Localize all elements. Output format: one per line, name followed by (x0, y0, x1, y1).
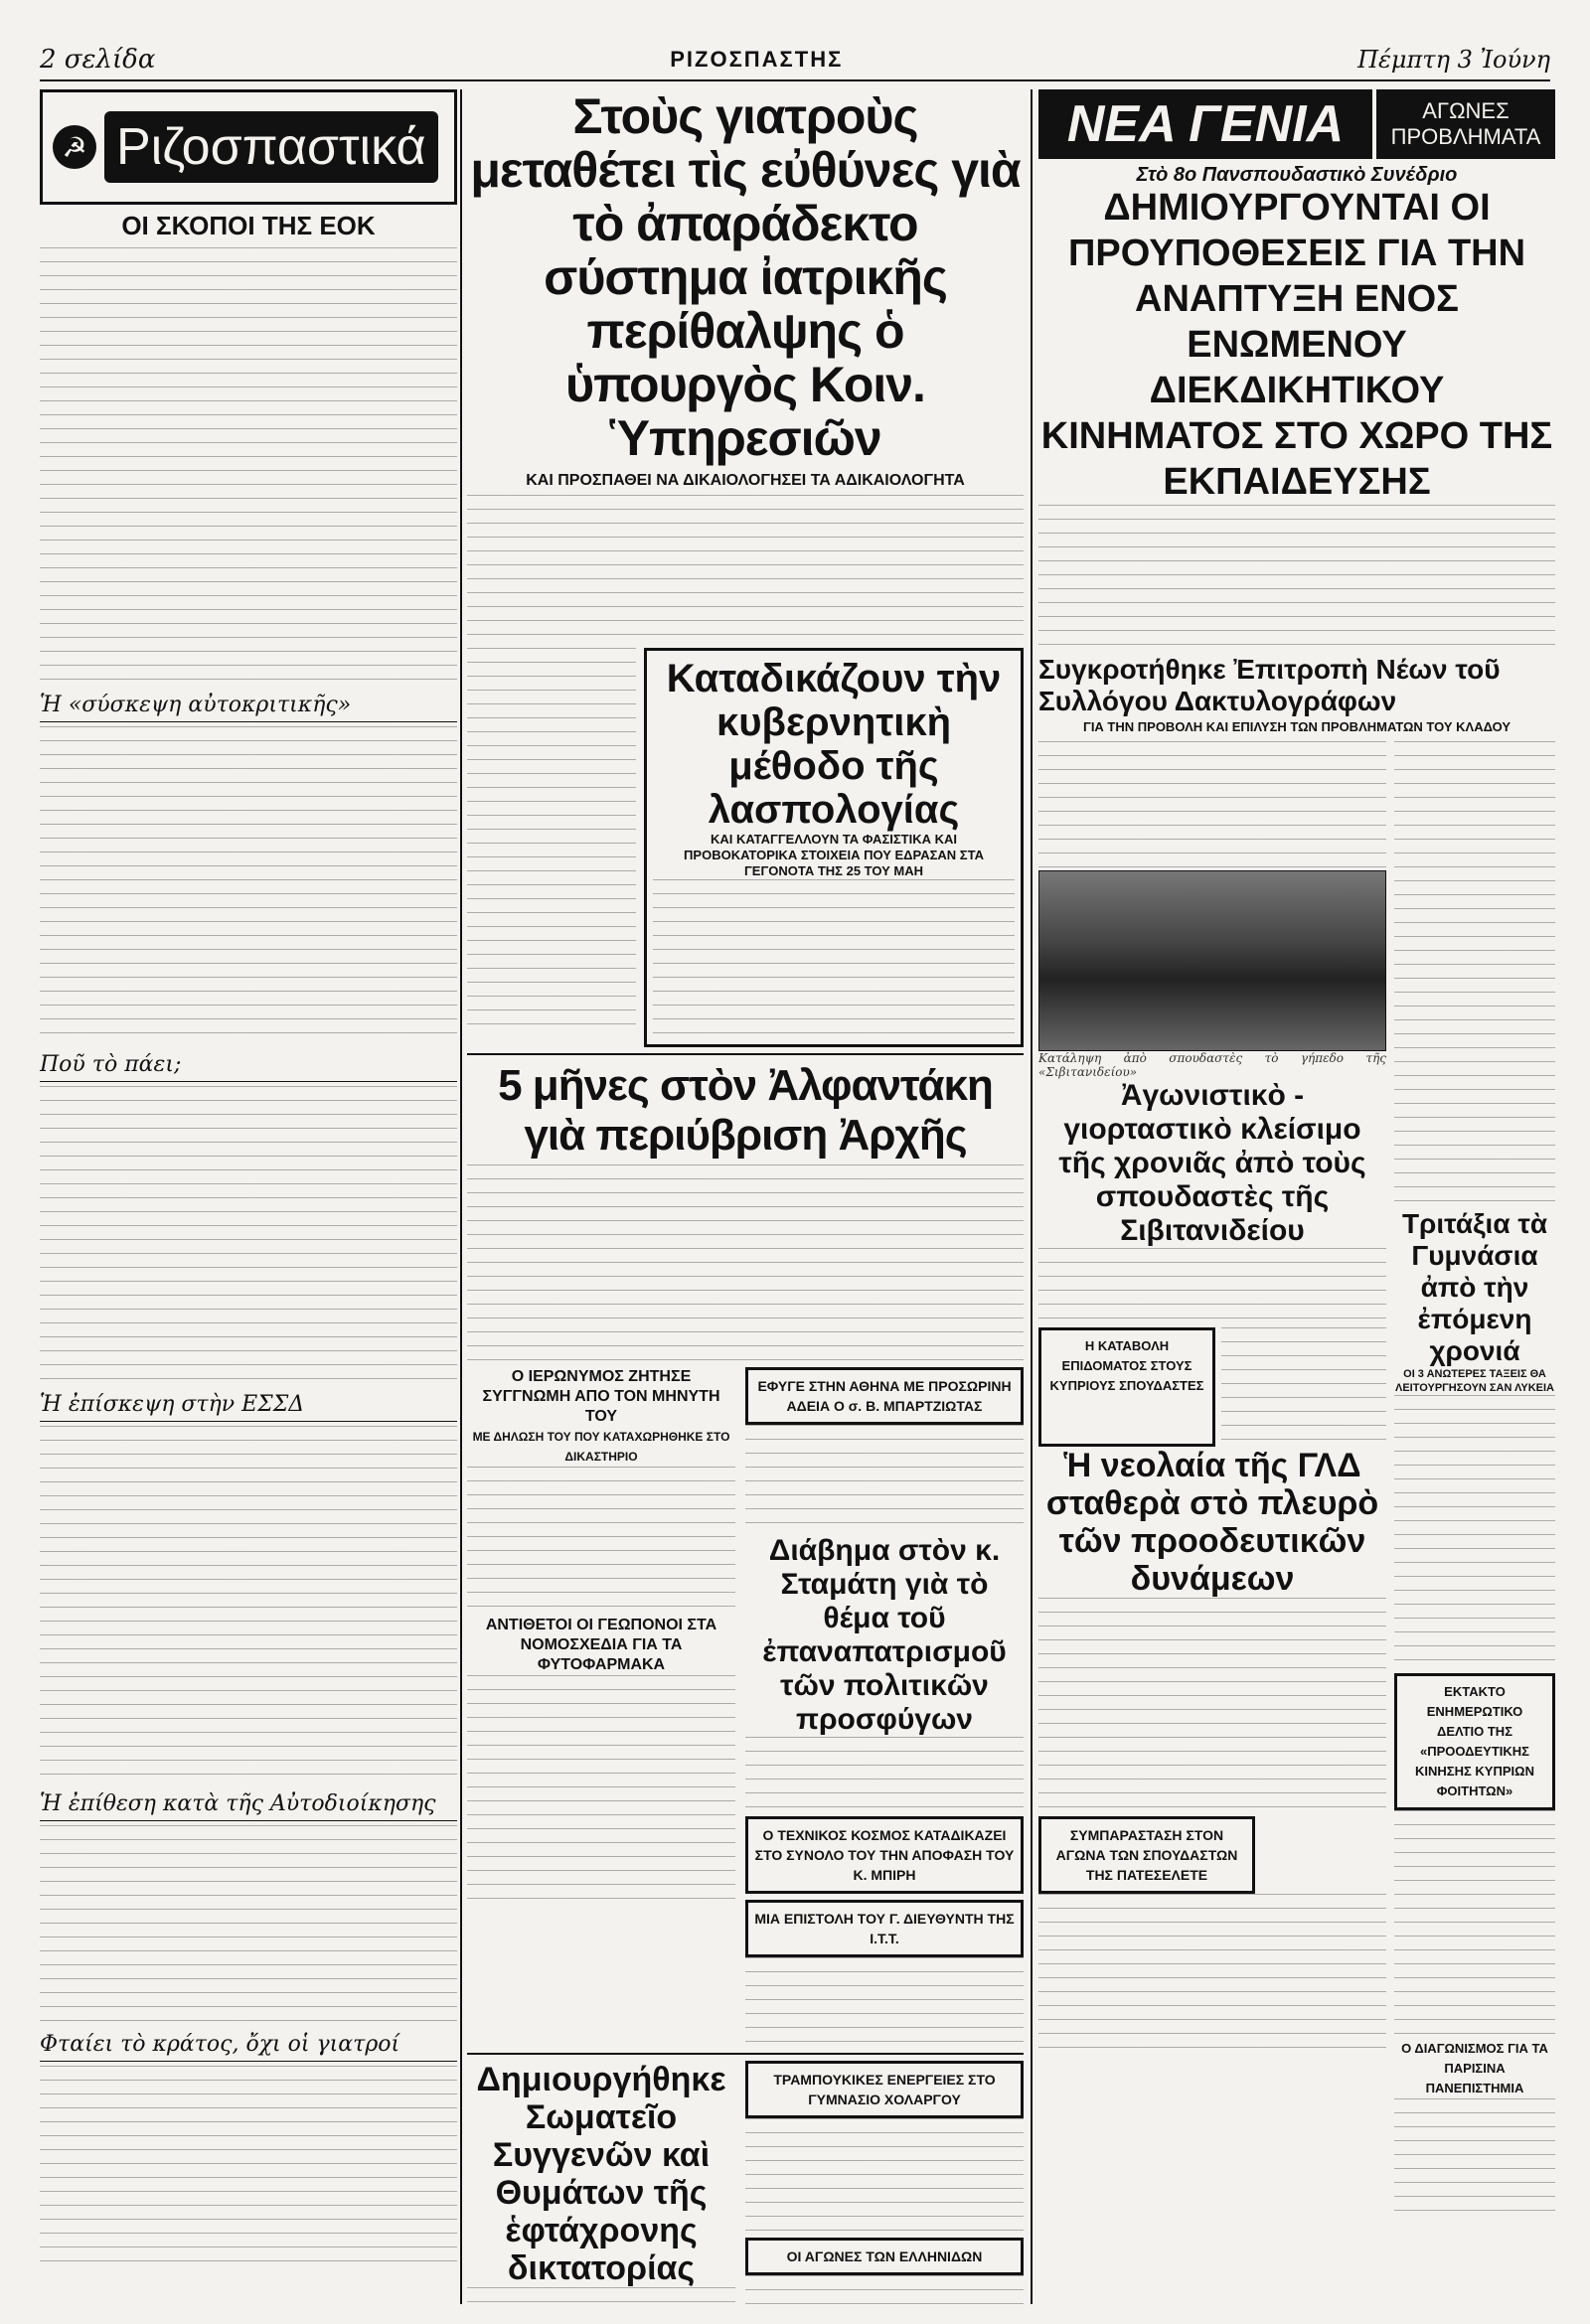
article-headline: Καταδικάζουν τὴν κυβερνητικὴ μέθοδο τῆς λασπολογίας (666, 657, 1002, 832)
column-divider (1031, 89, 1033, 2304)
article-headline: Ἡ νεολαία τῆς ΓΛΔ σταθερὰ στὸ πλευρὸ τῶν προοδευτικῶν δυνάμεων (1045, 1447, 1379, 1598)
article-headline: ΟΙ ΑΓΩΝΕΣ ΤΩΝ ΕΛΛΗΝΙΔΩΝ (745, 2238, 1024, 2275)
subhead: Ποῦ τὸ πάει; (40, 1048, 457, 1082)
page-header (40, 40, 1550, 81)
boxed-article: Καταδικάζουν τὴν κυβερνητικὴ μέθοδο τῆς λασπολογίας ΚΑΙ ΚΑΤΑΓΓΕΛΛΟΥΝ ΤΑ ΦΑΣΙΣΤΙΚΑ ΚΑΙ ΠΡΟΒΟΚΑΤΟΡΙΚΑ ΣΤΟΙΧΕΙΑ ΠΟΥ ΕΔΡΑΣΑΝ ΣΤΑ ΓΕΓΟΝΟΤΑ ΤΗΣ 25 ΤΟΥ ΜΑΗ (644, 648, 1024, 1047)
article-headline: ΕΦΥΓΕ ΣΤΗΝ ΑΘΗΝΑ ΜΕ ΠΡΟΣΩΡΙΝΗ ΑΔΕΙΑ Ο σ. Β. ΜΠΑΡΤΖΙΩΤΑΣ (745, 1367, 1024, 1425)
article-headline: Η ΚΑΤΑΒΟΛΗ ΕΠΙΔΟΜΑΤΟΣ ΣΤΟΥΣ ΚΥΠΡΙΟΥΣ ΣΠΟΥΔΑΣΤΕΣ (1038, 1327, 1215, 1447)
article-headline: Συγκροτήθηκε Ἐπιτροπὴ Νέων τοῦ Συλλόγου Δακτυλογράφων (1038, 654, 1501, 716)
photo-sivitanideios (1038, 870, 1386, 1051)
article-headline: Ο ΔΙΑΓΩΝΙΣΜΟΣ ΓΙΑ ΤΑ ΠΑΡΙΣΙΝΑ ΠΑΝΕΠΙΣΤΗΜΙΑ (1401, 2041, 1548, 2095)
subhead: Φταίει τὸ κράτος, ὄχι οἱ γιατροί (40, 2028, 457, 2062)
main-headline: ΔΗΜΙΟΥΡΓΟΥΝΤΑΙ ΟΙ ΠΡΟΥΠΟΘΕΣΕΙΣ ΓΙΑ ΤΗΝ ΑΝΑΠΤΥΞΗ ΕΝΟΣ ΕΝΩΜΕΝΟΥ ΔΙΕΚΔΙΚΗΤΙΚΟΥ ΚΙΝΗΜΑΤΟΣ ΣΤΟ ΧΩΡΟ ΤΗΣ ΕΚΠΑΙΔΕΥΣΗΣ (1040, 187, 1553, 503)
masthead: ΡΙΖΟΣΠΑΣΤΗΣ (670, 47, 844, 72)
article-headline: ΜΙΑ ΕΠΙΣΤΟΛΗ ΤΟΥ Γ. ΔΙΕΥΘΥΝΤΗ ΤΗΣ Ι.Τ.Τ. (745, 1900, 1024, 1957)
article-headline: Ο ΤΕΧΝΙΚΟΣ ΚΟΣΜΟΣ ΚΑΤΑΔΙΚΑΖΕΙ ΣΤΟ ΣΥΝΟΛΟ ΤΟΥ ΤΗΝ ΑΠΟΦΑΣΗ ΤΟΥ Κ. ΜΠΙΡΗ (745, 1816, 1024, 1894)
subhead: Ἡ «σύσκεψη αὐτοκριτικῆς» (40, 689, 457, 722)
article-headline: ΑΝΤΙΘΕΤΟΙ ΟΙ ΓΕΩΠΟΝΟΙ ΣΤΑ ΝΟΜΟΣΧΕΔΙΑ ΓΙΑ ΤΑ ΦΥΤΟΦΑΡΜΑΚΑ (485, 1617, 717, 1673)
article-title: ΟΙ ΣΚΟΠΟΙ ΤΗΣ ΕΟΚ (121, 211, 376, 240)
issue-date: Πέμπτη 3 Ἰούνη (1357, 46, 1550, 74)
article-headline: ΕΚΤΑΚΤΟ ΕΝΗΜΕΡΩΤΙΚΟ ΔΕΛΤΙΟ ΤΗΣ «ΠΡΟΟΔΕΥΤΙΚΗΣ ΚΙΝΗΣΗΣ ΚΥΠΡΙΩΝ ΦΟΙΤΗΤΩΝ» (1394, 1673, 1555, 1810)
kicker: Στὸ 8ο Πανσπουδαστικὸ Συνέδριο (1136, 164, 1458, 186)
section-banner: ΝΕΑ ΓΕΝΙΑ ΑΓΩΝΕΣ ΠΡΟΒΛΗΜΑΤΑ (1038, 89, 1555, 159)
article-headline: ΣΥΜΠΑΡΑΣΤΑΣΗ ΣΤΟΝ ΑΓΩΝΑ ΤΩΝ ΣΠΟΥΔΑΣΤΩΝ ΤΗΣ ΠΑΤΕΣΕΛΕΤΕ (1038, 1816, 1255, 1894)
subhead: Ἡ ἐπίθεση κατὰ τῆς Αὐτοδιοίκησης (40, 1787, 457, 1821)
page-number: 2 σελίδα (40, 45, 156, 75)
main-headline: Στοὺς γιατροὺς μεταθέτει τὶς εὐθύνες γιὰ τὸ ἀπαράδεκτο σύστημα ἰατρικῆς περίθαλψης ὁ ὑπουργὸς Κοιν. Ὑπηρεσιῶν (470, 89, 1021, 466)
article-headline: Ο ΙΕΡΩΝΥΜΟΣ ΖΗΤΗΣΕ ΣΥΓΓΝΩΜΗ ΑΠΟ ΤΟΝ ΜΗΝΥΤΗ ΤΟΥ (482, 1368, 720, 1425)
hammer-sickle-icon: ☭ (53, 125, 96, 169)
article-headline: Τριτάξια τὰ Γυμνάσια ἀπὸ τὴν ἐπόμενη χρονιά (1401, 1208, 1548, 1366)
article-headline: Ἀγωνιστικὸ - γιορταστικὸ κλείσιμο τῆς χρονιᾶς ἀπὸ τοὺς σπουδαστὲς τῆς Σιβιτανιδείου (1058, 1079, 1366, 1247)
article-headline: Διάβημα στὸν κ. Σταμάτη γιὰ τὸ θέμα τοῦ ἐπαναπατρισμοῦ τῶν πολιτικῶν προσφύγων (762, 1534, 1007, 1736)
subhead: Ἡ ἐπίσκεψη στὴν ΕΣΣΔ (40, 1388, 457, 1422)
column-rizospastika (40, 89, 457, 2304)
section-logo: ☭ Ριζοσπαστικά (40, 89, 457, 205)
column-nea-genia: ΝΕΑ ΓΕΝΙΑ ΑΓΩΝΕΣ ΠΡΟΒΛΗΜΑΤΑ Στὸ 8ο Πανσπουδαστικὸ Συνέδριο ΔΗΜΙΟΥΡΓΟΥΝΤΑΙ ΟΙ ΠΡΟΥΠΟΘΕΣΕΙΣ ΓΙΑ ΤΗΝ ΑΝΑΠΤΥΞΗ ΕΝΟΣ ΕΝΩΜΕΝΟΥ ΔΙΕΚΔΙΚΗΤΙΚΟΥ ΚΙΝΗΜΑΤΟΣ ΣΤΟ ΧΩΡΟ ΤΗΣ ΕΚΠΑΙΔΕΥΣΗΣ Συγκροτήθηκε Ἐπιτροπὴ Νέων τοῦ Συλλόγου Δακτυλογράφων ΓΙΑ ΤΗΝ ΠΡΟΒΟΛΗ ΚΑΙ ΕΠΙΛΥΣΗ ΤΩΝ ΠΡΟΒΛΗΜΑΤΩΝ ΤΟΥ ΚΛΑΔΟΥ Κατάληψη ἀπὸ σπουδαστὲς τὸ γήπεδο τῆς «Σιβιτανιδείου» Ἀγωνιστικὸ - γιορταστικὸ κλείσιμο τῆς χρονιᾶς ἀπὸ τοὺς σπουδαστὲς τῆς Σιβιτανιδείου Η ΚΑΤΑΒΟΛΗ ΕΠΙΔΟΜΑΤΟΣ ΣΤΟΥΣ ΚΥΠΡΙΟΥΣ ΣΠΟΥΔΑΣΤΕΣ Ἡ νεολαία τῆς ΓΛΔ σταθερὰ στὸ πλευρὸ τῶν προοδευτικῶν δυνάμεων ΣΥΜΠΑΡΑΣΤΑΣΗ ΣΤΟΝ ΑΓΩΝΑ ΤΩΝ ΣΠΟΥΔΑΣΤΩΝ ΤΗΣ ΠΑΤΕΣΕΛΕΤΕ Τριτάξια τὰ Γυμνάσια ἀπὸ τὴν ἐπόμενη χρονιά ΟΙ 3 ΑΝΩΤΕΡΕΣ ΤΑΞΕΙΣ ΘΑ ΛΕΙΤΟΥΡΓΗΣΟΥΝ ΣΑΝ ΛΥΚΕΙΑ ΕΚΤΑΚΤΟ ΕΝΗΜΕΡΩΤΙΚΟ ΔΕΛΤΙΟ ΤΗΣ «ΠΡΟΟΔΕΥΤΙΚΗΣ ΚΙΝΗΣΗΣ ΚΥΠΡΙΩΝ ΦΟΙΤΗΤΩΝ» Ο ΔΙΑΓΩΝΙΣΜΟΣ ΓΙΑ ΤΑ ΠΑΡΙΣΙΝΑ ΠΑΝΕΠΙΣΤΗΜΙΑ (1038, 89, 1555, 2304)
photo-caption: Κατάληψη ἀπὸ σπουδαστὲς τὸ γήπεδο τῆς «Σιβιτανιδείου» (1038, 1051, 1386, 1079)
article-headline: 5 μῆνες στὸν Ἀλφαντάκη γιὰ περιύβριση Ἀρχῆς (498, 1061, 993, 1160)
main-subheadline: ΚΑΙ ΠΡΟΣΠΑΘΕΙ ΝΑ ΔΙΚΑΙΟΛΟΓΗΣΕΙ ΤΑ ΑΔΙΚΑΙΟΛΟΓΗΤΑ (526, 472, 965, 489)
column-divider (460, 89, 462, 2304)
article-headline: Δημιουργήθηκε Σωματεῖο Συγγενῶν καὶ Θυμάτων τῆς ἑφτάχρονης δικτατορίας (476, 2061, 726, 2287)
column-main: Στοὺς γιατροὺς μεταθέτει τὶς εὐθύνες γιὰ τὸ ἀπαράδεκτο σύστημα ἰατρικῆς περίθαλψης ὁ ὑπουργὸς Κοιν. Ὑπηρεσιῶν ΚΑΙ ΠΡΟΣΠΑΘΕΙ ΝΑ ΔΙΚΑΙΟΛΟΓΗΣΕΙ ΤΑ ΑΔΙΚΑΙΟΛΟΓΗΤΑ Καταδικάζουν τὴν κυβερνητικὴ μέθοδο τῆς λασπολογίας ΚΑΙ ΚΑΤΑΓΓΕΛΛΟΥΝ ΤΑ ΦΑΣΙΣΤΙΚΑ ΚΑΙ ΠΡΟΒΟΚΑΤΟΡΙΚΑ ΣΤΟΙΧΕΙΑ ΠΟΥ ΕΔΡΑΣΑΝ ΣΤΑ ΓΕΓΟΝΟΤΑ ΤΗΣ 25 ΤΟΥ ΜΑΗ 5 μῆνες στὸν Ἀλφαντάκη γιὰ περιύβριση Ἀρχῆς Ο ΙΕΡΩΝΥΜΟΣ ΖΗΤΗΣΕ ΣΥΓΓΝΩΜΗ ΑΠΟ ΤΟΝ ΜΗΝΥΤΗ ΤΟΥ ΜΕ ΔΗΛΩΣΗ ΤΟΥ ΠΟΥ ΚΑΤΑΧΩΡΗΘΗΚΕ ΣΤΟ ΔΙΚΑΣΤΗΡΙΟ ΑΝΤΙΘΕΤΟΙ ΟΙ ΓΕΩΠΟΝΟΙ ΣΤΑ ΝΟΜΟΣΧΕΔΙΑ ΓΙΑ ΤΑ ΦΥΤΟΦΑΡΜΑΚΑ ΕΦΥΓΕ ΣΤΗΝ ΑΘΗΝΑ ΜΕ ΠΡΟΣΩΡΙΝΗ ΑΔΕΙΑ Ο σ. Β. ΜΠΑΡΤΖΙΩΤΑΣ Διάβημα στὸν κ. Σταμάτη γιὰ τὸ θέμα τοῦ ἐπαναπατρισμοῦ τῶν πολιτικῶν προσφύγων Ο ΤΕΧΝΙΚΟΣ ΚΟΣΜΟΣ ΚΑΤΑΔΙΚΑΖΕΙ ΣΤΟ ΣΥΝΟΛΟ ΤΟΥ ΤΗΝ ΑΠΟΦΑΣΗ ΤΟΥ Κ. ΜΠΙΡΗ ΜΙΑ ΕΠΙΣΤΟΛΗ ΤΟΥ Γ. ΔΙΕΥΘΥΝΤΗ ΤΗΣ Ι.Τ.Τ. Δημιουργήθηκε Σωματεῖο Συγγενῶν καὶ Θυμάτων τῆς ἑφτάχρονης δικτατορίας ΤΡΑΜΠΟΥΚΙΚΕΣ ΕΝΕΡΓΕΙΕΣ ΣΤΟ ΓΥΜΝΑΣΙΟ ΧΟΛΑΡΓΟΥ ΟΙ ΑΓΩΝΕΣ ΤΩΝ ΕΛΛΗΝΙΔΩΝ (467, 89, 1024, 2304)
article-headline: ΤΡΑΜΠΟΥΚΙΚΕΣ ΕΝΕΡΓΕΙΕΣ ΣΤΟ ΓΥΜΝΑΣΙΟ ΧΟΛΑΡΓΟΥ (745, 2061, 1024, 2118)
